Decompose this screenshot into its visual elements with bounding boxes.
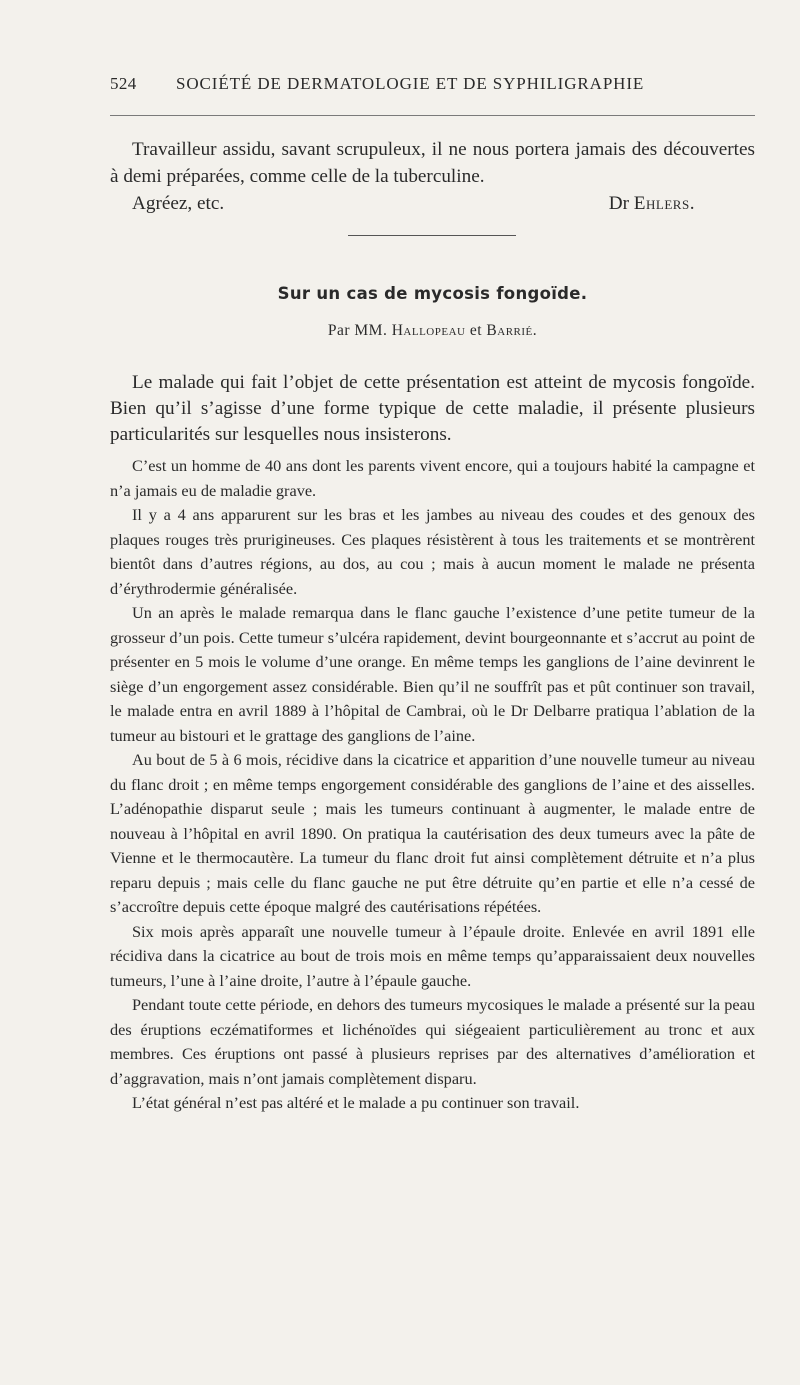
- signature-name: Ehlers.: [633, 193, 695, 214]
- article-body: [110, 454, 755, 1116]
- article-title: Sur un cas de mycosis fongoïde.: [277, 284, 588, 303]
- paragraph: Au bout de 5 à 6 mois, récidive dans la cicatrice et apparition d’une nouvelle tumeur au niveau du flanc droit ; en même temps engorgement considérable des ganglions de l’aine et des aisselles. L’adénopathie disparut seule ; mais les tumeurs continuant à augmenter, le malade entre de nouveau à l’hôpital en avril 1890. On pratiqua la cautérisation des deux tumeurs avec la pâte de Vienne et le thermocautère. La tumeur du flanc droit fut ainsi complètement détruite et n’a plus reparu depuis ; mais celle du flanc gauche ne put être détruite qu’en partie et elle n’a cessé de s’accroître depuis cette époque malgré des cautérisations répétées.: [110, 750, 755, 916]
- article-lead: [110, 370, 755, 448]
- paragraph: Pendant toute cette période, en dehors des tumeurs mycosiques le malade a présenté sur la peau des éruptions eczématiformes et lichénoïdes qui siégeaient particulièrement au tronc et aux membres. Ces éruptions ont passé à plusieurs reprises par des alternatives d’amélioration et d’aggravation, mais n’ont jamais complètement disparu.: [110, 995, 755, 1088]
- closing-formula: Agréez, etc.: [132, 193, 225, 214]
- paragraph: Il y a 4 ans apparurent sur les bras et les jambes au niveau des coudes et des genoux des plaques rouges très prurigineuses. Ces plaques résistèrent à tous les traitements et se montrèrent bientôt dans d’autres régions, au dos, au cou ; mais à aucun moment le malade ne présenta d’érythrodermie généralisée.: [110, 505, 755, 598]
- section-divider: [348, 235, 516, 236]
- header-rule: [110, 115, 755, 116]
- paragraph: Un an après le malade remarqua dans le flanc gauche l’existence d’une petite tumeur de la grosseur d’un pois. Cette tumeur s’ulcéra rapidement, devint bourgeonnante et s’accrut au point de présenter en 5 mois le volume d’une orange. En même temps les ganglions de l’aine devinrent le siège d’un engorgement assez considérable. Bien qu’il ne souffrît pas et pût continuer son travail, le malade entra en avril 1889 à l’hôpital de Cambrai, où le Dr Delbarre pratiqua l’ablation de la tumeur au bistouri et le grattage des ganglions de l’aine.: [110, 603, 755, 745]
- paragraph: L’état général n’est pas altéré et le malade a pu continuer son travail.: [132, 1093, 580, 1112]
- lead-paragraph: Le malade qui fait l’objet de cette présentation est atteint de mycosis fongoïde. Bien qu’il s’agisse d’une forme typique de cette maladie, il présente plusieurs particularités sur lesquelles nous insisterons.: [110, 372, 755, 445]
- running-title: SOCIÉTÉ DE DERMATOLOGIE ET DE SYPHILIGRAPHIE: [176, 74, 645, 93]
- page-number: 524: [110, 74, 137, 93]
- author-name: Hallopeau: [391, 322, 466, 339]
- article-authors: [110, 322, 755, 340]
- authors-join: et: [469, 322, 483, 339]
- author-name: Barrié.: [486, 322, 538, 339]
- authors-prefix: Par MM.: [327, 322, 388, 339]
- paragraph: C’est un homme de 40 ans dont les parents vivent encore, qui a toujours habité la campagne et n’a jamais eu de maladie grave.: [110, 456, 755, 500]
- letter-closing: [110, 136, 755, 217]
- paragraph: Six mois après apparaît une nouvelle tumeur à l’épaule droite. Enlevée en avril 1891 elle récidiva dans la cicatrice au bout de trois mois en même temps qu’apparaissaient deux nouvelles tumeurs, l’une à l’aine droite, l’autre à l’épaule gauche.: [110, 921, 755, 990]
- closing-line: [110, 190, 755, 217]
- signature: [609, 190, 695, 217]
- signature-title: Dr: [608, 193, 629, 214]
- letter-text: Travailleur assidu, savant scrupuleux, il ne nous portera jamais des découvertes à demi préparées, comme celle de la tuberculine.: [110, 139, 755, 187]
